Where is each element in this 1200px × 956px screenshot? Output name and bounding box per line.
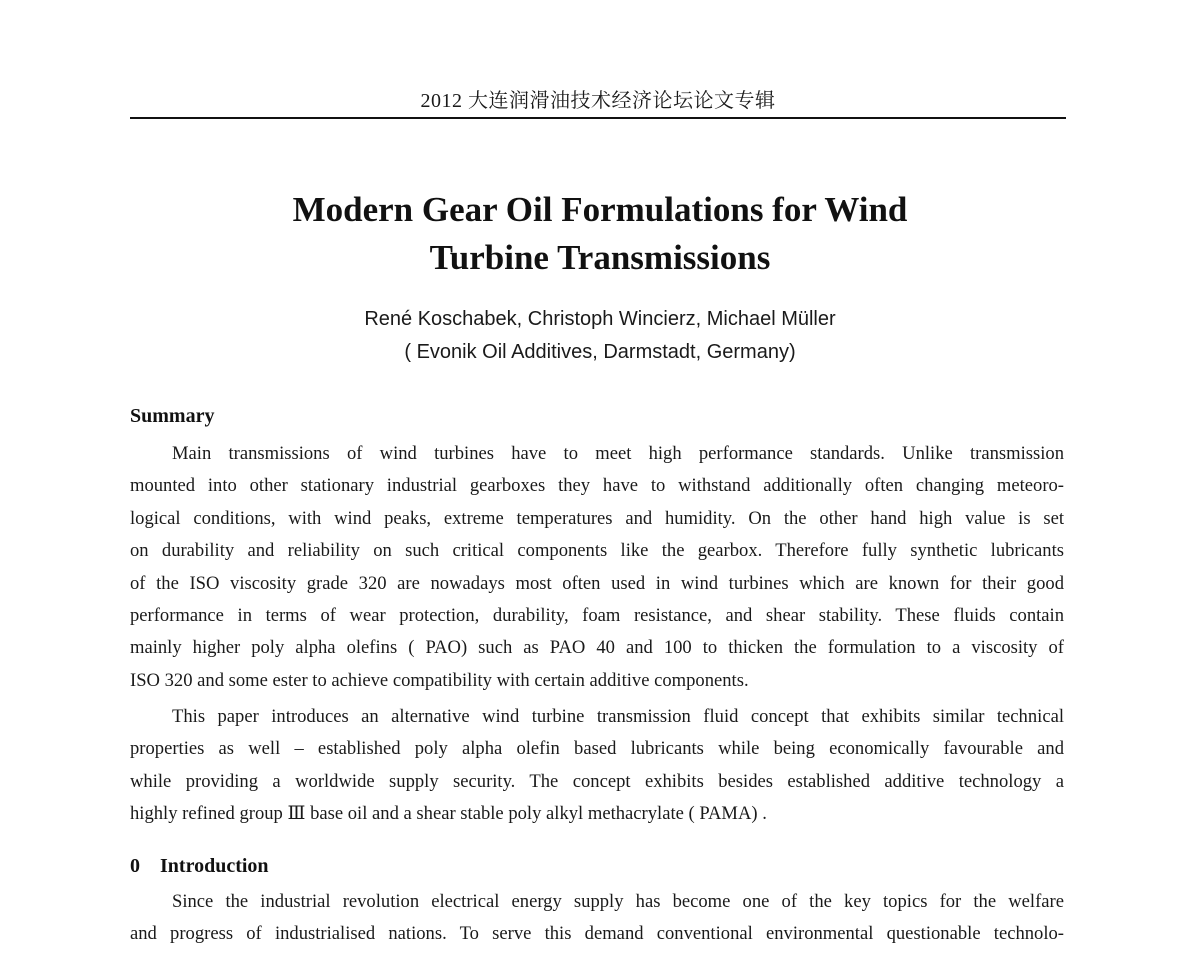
affiliation: ( Evonik Oil Additives, Darmstadt, Germany) <box>404 341 796 363</box>
text-line: mainly higher poly alpha olefins ( PAO) such as PAO 40 and 100 to thicken the formulation to a viscosity of <box>130 637 1064 659</box>
title-line: Turbine Transmissions <box>429 238 771 277</box>
summary-paragraph <box>130 701 1064 831</box>
introduction-paragraph <box>130 886 1064 951</box>
author-list: René Koschabek, Christoph Wincierz, Michael Müller <box>364 308 836 330</box>
text-line: while providing a worldwide supply security. The concept exhibits besides established additive technology a <box>130 770 1064 792</box>
text-line: performance in terms of wear protection, durability, foam resistance, and shear stability. These fluids contain <box>130 605 1064 627</box>
header-rule <box>130 117 1066 119</box>
text-line: logical conditions, with wind peaks, extreme temperatures and humidity. On the other hand high value is set <box>130 507 1064 529</box>
text-line: of the ISO viscosity grade 320 are nowadays most often used in wind turbines which are known for their good <box>130 572 1064 594</box>
title-line: Modern Gear Oil Formulations for Wind <box>292 190 908 229</box>
section-number: 0 <box>130 855 140 877</box>
text-line: on durability and reliability on such critical components like the gearbox. Therefore fully synthetic lubricants <box>130 540 1064 562</box>
running-header: 2012 大连润滑油技术经济论坛论文专辑 <box>420 90 776 112</box>
introduction-heading <box>130 855 269 878</box>
text-line: Main transmissions of wind turbines have to meet high performance standards. Unlike transmission <box>172 443 1064 464</box>
text-line: highly refined group Ⅲ base oil and a shear stable poly alkyl methacrylate ( PAMA) . <box>130 803 767 825</box>
text-line: Since the industrial revolution electrical energy supply has become one of the key topics for the welfare <box>172 891 1064 912</box>
text-line: and progress of industrialised nations. To serve this demand conventional environmental questionable technolo- <box>130 923 1064 945</box>
section-title: Introduction <box>160 855 269 877</box>
summary-paragraph <box>130 438 1064 697</box>
summary-heading: Summary <box>130 405 215 427</box>
text-line: mounted into other stationary industrial gearboxes they have to withstand additionally often changing meteoro- <box>130 475 1064 497</box>
paper-title <box>200 186 1000 282</box>
text-line: This paper introduces an alternative wind turbine transmission fluid concept that exhibits similar technical <box>172 706 1064 727</box>
text-line: properties as well – established poly alpha olefin based lubricants while being economically favourable and <box>130 738 1064 760</box>
text-line: ISO 320 and some ester to achieve compatibility with certain additive components. <box>130 669 749 691</box>
